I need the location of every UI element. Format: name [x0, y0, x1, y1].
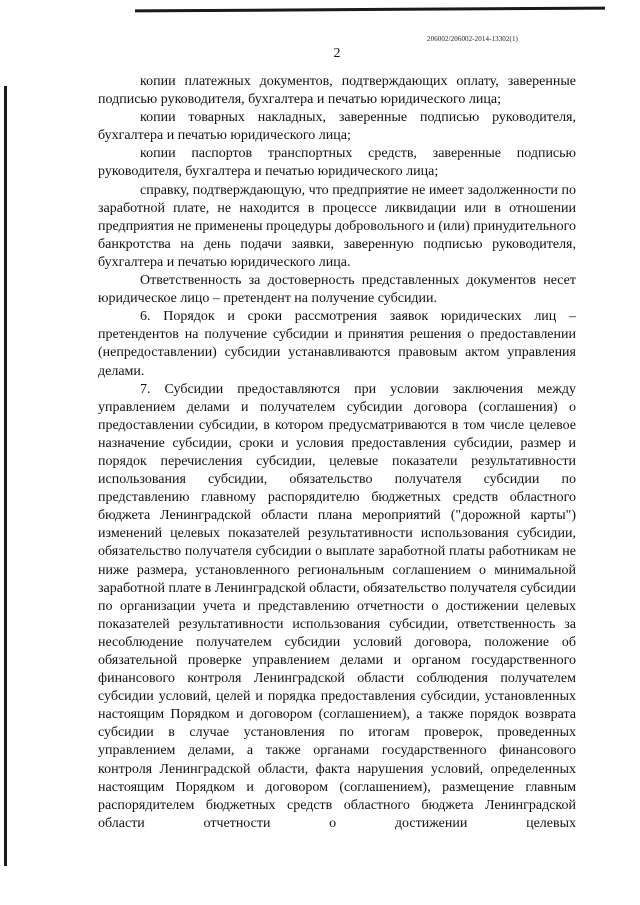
- document-body: [98, 73, 576, 833]
- paragraph-item-6: 6. Порядок и сроки рассмотрения заявок юридических лиц – претендентов на получение субсидии и принятия решения о предоставлении (непредоставлении) субсидии устанавливаются правовым актом управления делами.: [98, 309, 576, 379]
- top-scan-border: [135, 7, 605, 13]
- paragraph-responsibility: Ответственность за достоверность представленных документов несет юридическое лицо – претендент на получение субсидии.: [98, 273, 576, 307]
- paragraph-certificate: справку, подтверждающую, что предприятие не имеет задолженности по заработной плате, не находится в процессе ликвидации или в отношении предприятия не применены процедуры добровольного и (или) принудительного банкротства на день подачи заявки, заверенную подписью руководителя, бухгалтера и печатью юридического лица.: [98, 182, 576, 270]
- document-id: 206002/206002-2014-13302(1): [427, 35, 518, 43]
- page-number: 2: [333, 46, 341, 61]
- paragraph-vehicle-passports: копии паспортов транспортных средств, заверенные подписью руководителя, бухгалтера и печатью юридического лица;: [98, 146, 576, 180]
- paragraph-payment-docs: копии платежных документов, подтверждающих оплату, заверенные подписью руководителя, бухгалтера и печатью юридического лица;: [98, 74, 576, 108]
- paragraph-item-7: 7. Субсидии предоставляются при условии заключения между управлением делами и получателем субсидии договора (соглашения) о предоставлении субсидии, в котором предусматриваются в том числе целевое назначение субсидии, сроки и условия предоставления субсидии, размер и порядок перечисления субсидии, целевые показатели результативности использования субсидии, обязательство получателя субсидии по представлению главному распорядителю бюджетных средств областного бюджета Ленинградской области плана мероприятий ("дорожной карты") изменений целевых показателей результативности использования субсидии, обязательство получателя субсидии о выплате заработной платы работникам не ниже размера, установленного региональным соглашением о минимальной заработной плате в Ленинградской области, обязательство получателя субсидии по организации учета и представлению отчетности о достижении целевых показателей результативности использования субсидии, ответственность за несоблюдение получателем субсидии условий договора, положение об обязательной проверке управлением делами и органом государственного финансового контроля Ленинградской области соблюдения получателем субсидии условий, целей и порядка предоставления субсидии, установленных настоящим Порядком и договором (соглашением), а также порядок возврата субсидии в случае установления по итогам проверок, проведенных управлением делами, а также органами государственного финансового контроля Ленинградской области, факта нарушения условий, определенных настоящим Порядком и договором (соглашением), размещение главным распорядителем бюджетных средств областного бюджета Ленинградской области отчетности о достижении целевых: [98, 381, 576, 831]
- left-scan-edge: [4, 86, 7, 866]
- paragraph-invoices: копии товарных накладных, заверенные подписью руководителя, бухгалтера и печатью юридического лица;: [98, 110, 576, 144]
